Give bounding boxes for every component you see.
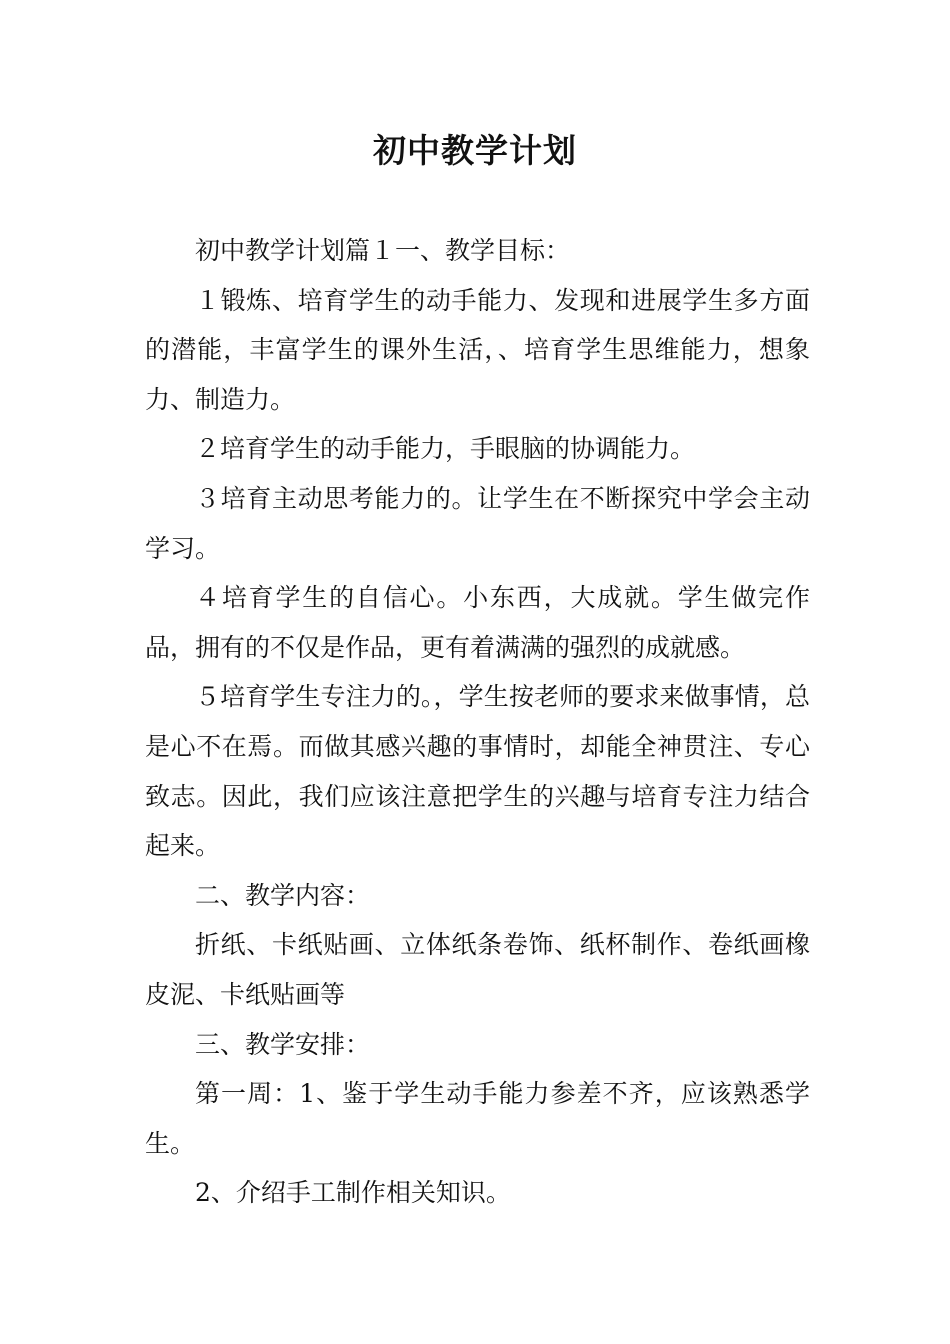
- paragraph-objective-1: １锻炼、培育学生的动手能力、发现和进展学生多方面的潜能，丰富学生的课外生活，、培育学生思维能力，想象力、制造力。: [145, 285, 810, 414]
- paragraph-content-list: 折纸、卡纸贴画、立体纸条卷饰、纸杯制作、卷纸画橡皮泥、卡纸贴画等: [145, 930, 810, 1009]
- paragraph-intro-objectives: 初中教学计划篇１一、教学目标：: [195, 236, 571, 265]
- paragraph-objective-3: ３培育主动思考能力的。让学生在不断探究中学会主动学习。: [145, 483, 810, 563]
- paragraph-heading-schedule: 三、教学安排：: [195, 1029, 371, 1059]
- paragraph-week-1: 第一周：1、鉴于学生动手能力参差不齐，应该熟悉学生。: [145, 1079, 810, 1158]
- paragraph-week-1-item-2: 2、介绍手工制作相关知识。: [195, 1178, 511, 1208]
- document-title: 初中教学计划: [373, 131, 577, 170]
- paragraph-heading-content: 二、教学内容：: [195, 880, 371, 910]
- paragraph-objective-5: ５培育学生专注力的。，学生按老师的要求来做事情，总是心不在焉。而做其感兴趣的事情时，却能全神贯注、专心致志。因此，我们应该注意把学生的兴趣与培育专注力结合起来。: [145, 682, 810, 861]
- paragraph-objective-2: ２培育学生的动手能力，手眼脑的协调能力。: [195, 434, 696, 464]
- document-body: [145, 226, 810, 1218]
- paragraph-objective-4: ４培育学生的自信心。小东西，大成就。学生做完作品，拥有的不仅是作品，更有着满满的强烈的成就感。: [145, 583, 810, 662]
